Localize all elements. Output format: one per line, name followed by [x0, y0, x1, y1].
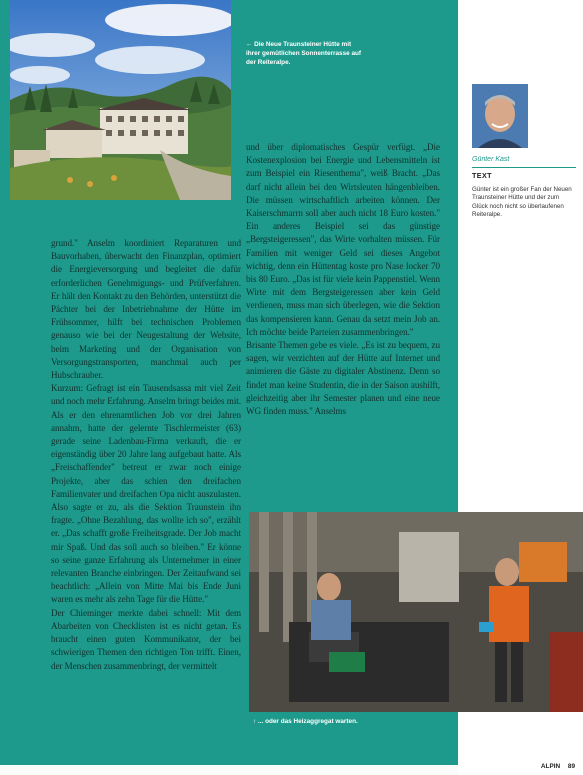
- author-role: TEXT: [472, 171, 492, 180]
- article-column-left: [51, 237, 241, 673]
- magazine-name: ALPIN: [540, 763, 561, 770]
- paragraph: und über diplomatisches Gespür verfügt. „Die Kostenexplosion bei Energie und Lebensmitteln ist zum Beispiel ein Riesenthema", weiß Bracht. „Das darf nicht allein bei den Wirtsleuten hängenbleiben. Die müssen wirtschaftlich arbeiten können. Der Kaiserschmarrn soll aber auch nicht 18 Euro kosten." Ein anderes Beispiel sei das günstige „Bergsteigeressen", das Wirte vorhalten müssen. Für Familien mit weniger Geld sei dieses Angebot wichtig, denn ein Hüttentag koste pro Nase locker 70 bis 80 Euro. „Das ist für viele kein Pappenstiel. Wenn Wirte mit dem Bergsteigeressen aber kein Geld verdienen, muss man sich überlegen, wie die Sektion das kompensieren kann. Genau da setzt mein Job an. Ich möchte beide Parteien zusammenbringen.": [246, 142, 440, 337]
- author-portrait: [472, 84, 528, 148]
- heating-unit-photo: [249, 512, 583, 712]
- author-bio: Günter ist ein großer Fan der Neuen Traunsteiner Hütte und der zum Glück noch nicht so überlaufenen Reiteralpe.: [472, 186, 572, 219]
- photo-caption-bottom: ↑ ... oder das Heizaggregat warten.: [253, 718, 358, 725]
- divider: [472, 167, 576, 168]
- article-column-right: [246, 141, 440, 418]
- hut-photo: [10, 0, 231, 200]
- author-name: Günter Kast: [472, 156, 510, 163]
- paragraph: Der Chieminger merkte dabei schnell: Mit dem Abarbeiten von Checklisten ist es nicht getan. Es braucht einen guten Kommunikator, der bei schwierigen Themen den richtigen Ton trifft. Einen, der Menschen zusammenbringt, der vermittelt: [51, 607, 241, 671]
- page-number: 89: [567, 763, 575, 770]
- paragraph: Kurzum: Gefragt ist ein Tausendsassa mit viel Zeit und noch mehr Erfahrung. Anselm bringt beides mit. Als er den ehrenamtlichen Job vor drei Jahren annahm, hatte der gelernte Tischlermeister (63) gerade seine Ladenbau-Firma verkauft, die er eigenständig über 20 Jahre lang aufgebaut hatte. Als „Freischaffender" betreut er zwar noch einige Projekte, aber das schien den dreifachen Familienvater und dreifachen Opa nicht auszulasten. Also sagte er zu, als die Sektion Traunstein ihn fragte. „Ohne Bezahlung, das wollte ich so", erzählt er. „Das schafft große Freiheitsgrade. Der Job macht mir Spaß. Und das soll auch so bleiben." Er könne so seine ganze Erfahrung als Unternehmer in einer relevanten Branche einbringen. Der Zeitaufwand sei beachtlich: „Allein von Mitte Mai bis Ende Juni waren es mehr als zehn Tage für die Hütte.": [51, 383, 241, 605]
- paragraph: Brisante Themen gebe es viele. „Es ist zu bequem, zu sagen, wir verzichten auf der Hütte auf Internet und animieren die Gäste zu digitaler Abstinenz. Denn so findet man keine Studentin, die in der Saison aushilft, gleichzeitig aber ihr Semester planen und eine neue WG finden muss." Anselms: [246, 340, 440, 417]
- page-footer: [541, 763, 575, 770]
- paragraph: grund." Anselm koordiniert Reparaturen und Bauvorhaben, überwacht den Finanzplan, optimiert die Energieversorgung und begleitet die dafür erforderlichen Genehmigungs- und Prüfverfahren. Er hält den Kontakt zu den Behörden, unterstützt die Pächter bei der Inbetriebnahme der Hütte im Frühsommer, hilft bei technischen Problemen genauso wie bei der Neugestaltung der Website, beim Marketing und der Organisation von Versorgungstransporten, manchmal auch per Hubschrauber.: [51, 238, 241, 381]
- photo-caption-top: ← Die Neue Traunsteiner Hütte mit ihrer gemütlichen Sonnenterrasse auf der Reiteralpe.: [246, 41, 362, 66]
